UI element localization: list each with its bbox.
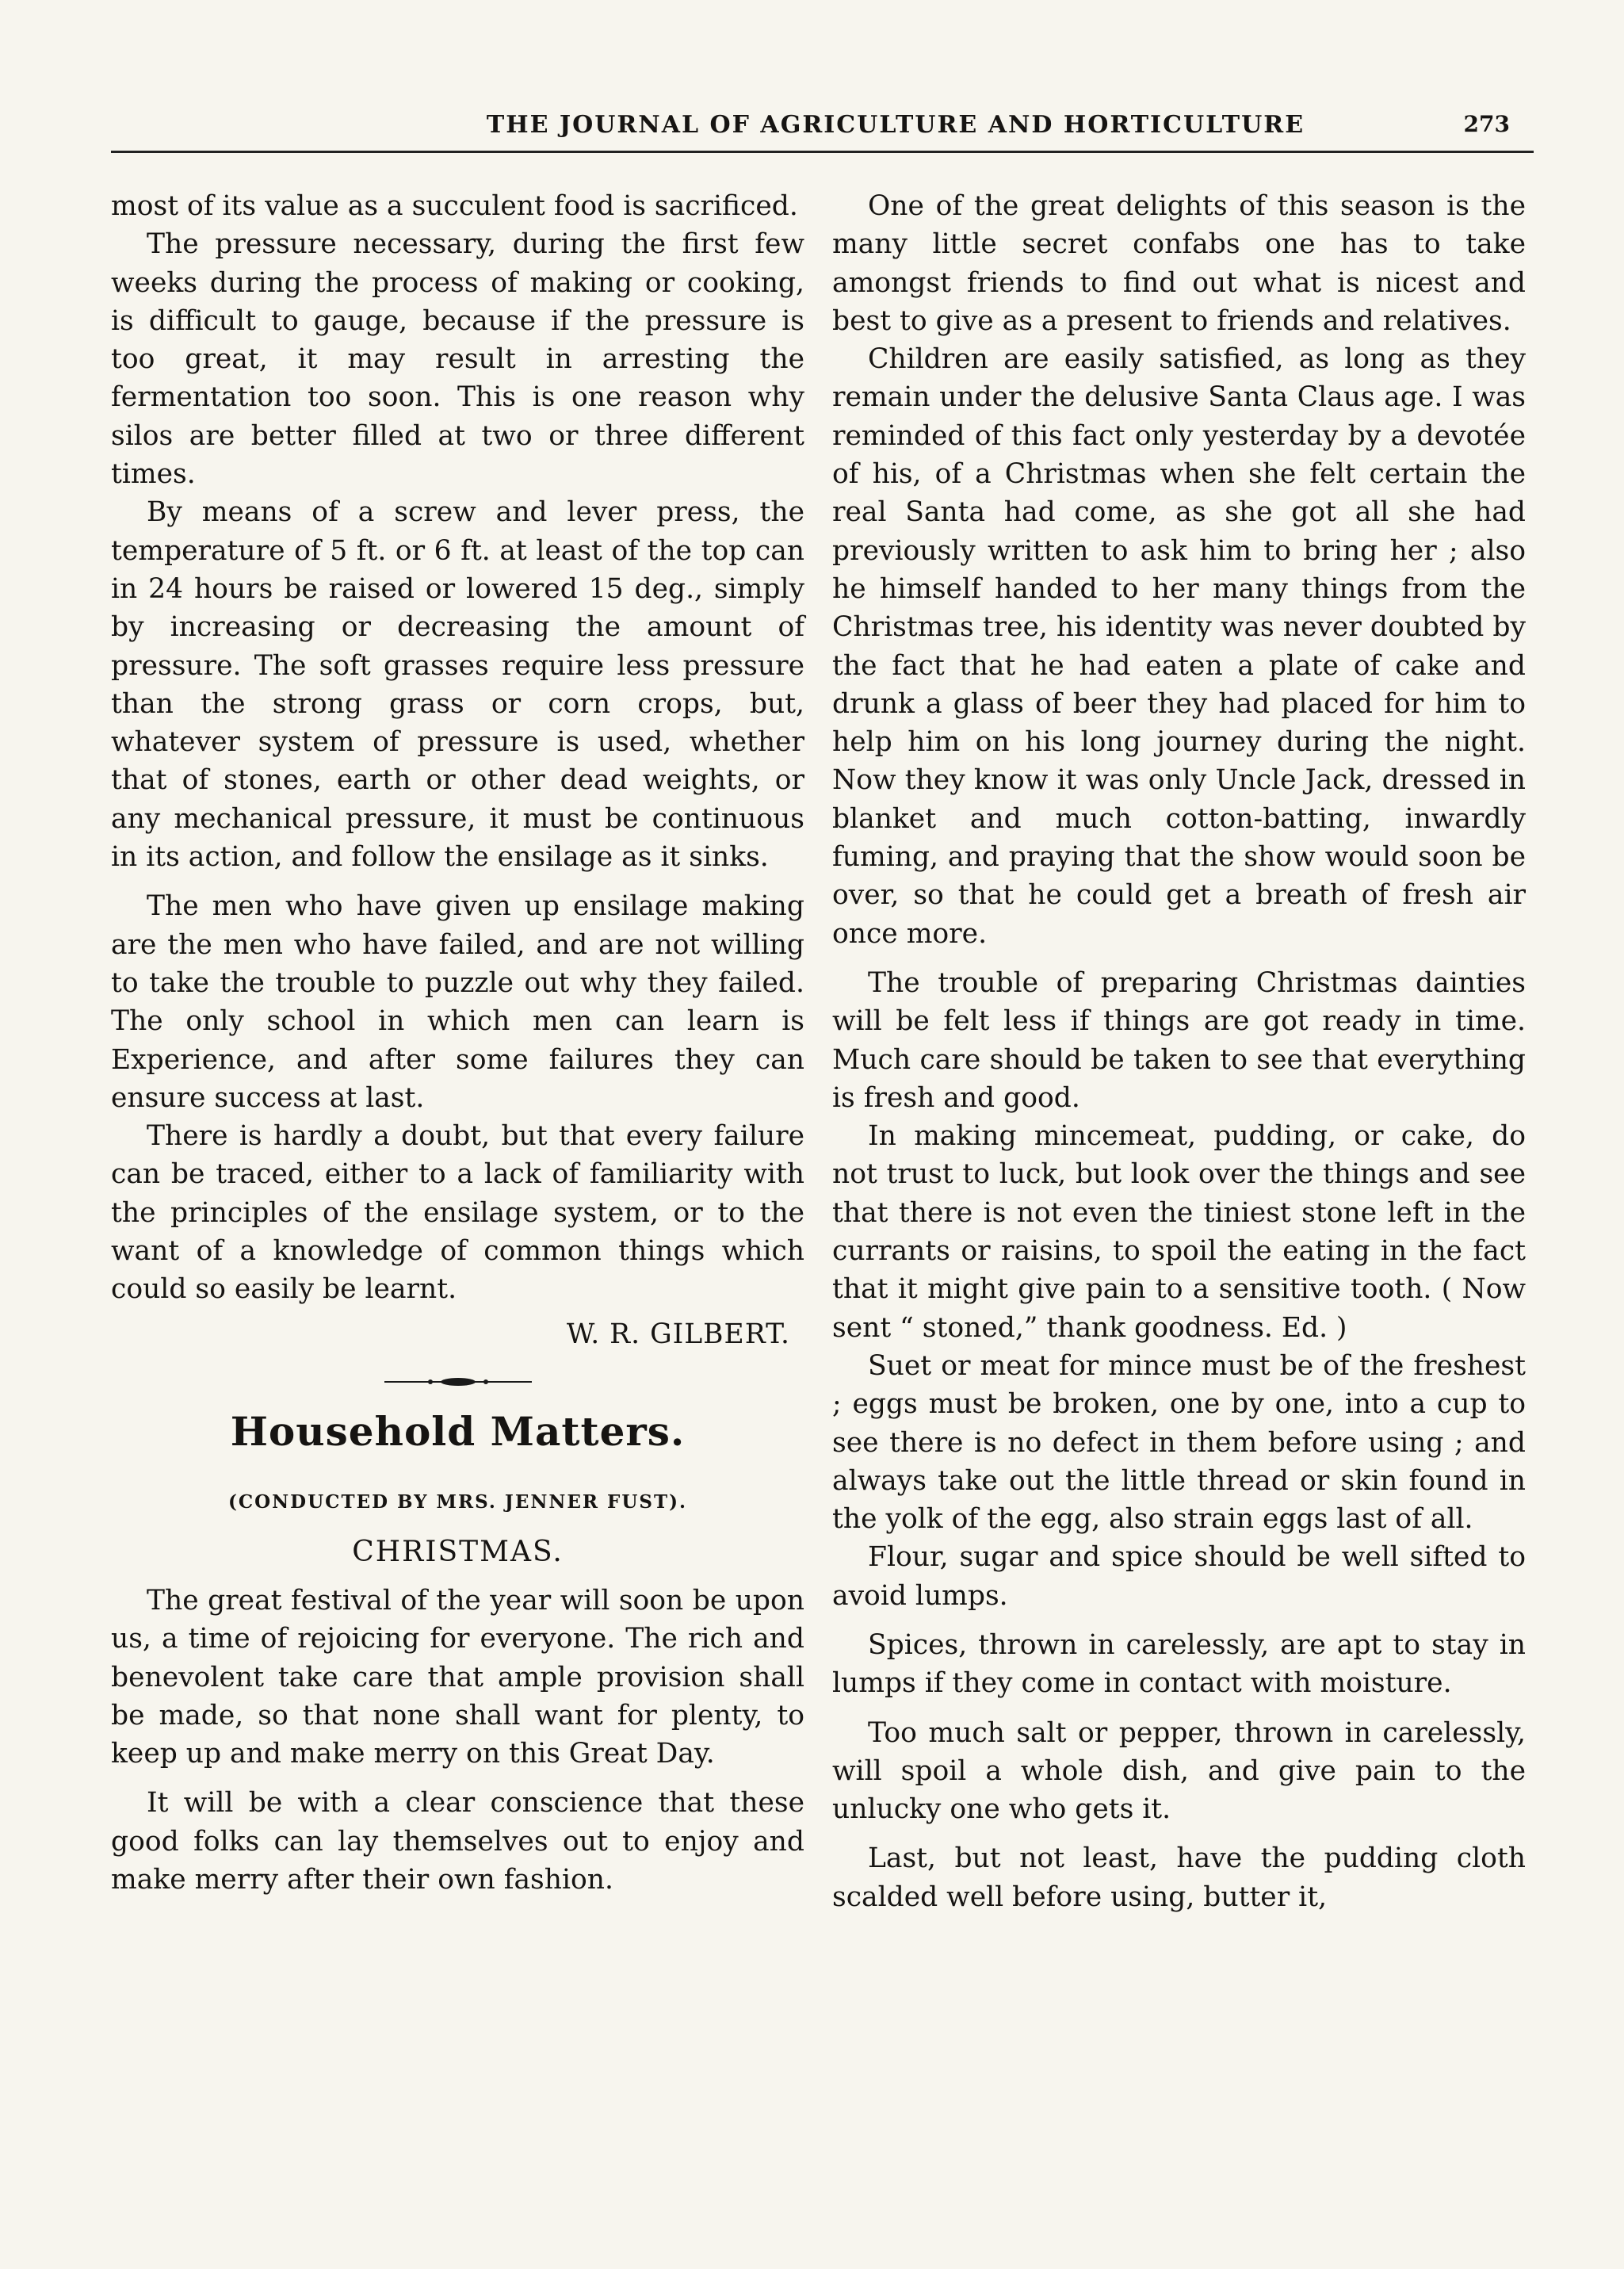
paragraph: Children are easily satisfied, as long as they remain under the delusive Santa Claus age. I was reminded of this fact only yesterday by a devotée of his, of a Christmas when she felt certain the real Santa had come, as she got all she had previously written to ask him to bring her ; also he himself handed to her many things from the Christmas tree, his identity was never doubted by the fact that he had eaten a plate of cake and drunk a glass of beer they had placed for him to help him on his long journey during the night. Now they know it was only Uncle Jack, dressed in blanket and much cotton-batting, inwardly fuming, and praying that the show would soon be over, so that he could get a breath of fresh air once more.: [832, 343, 1526, 950]
left-column: [111, 187, 804, 1899]
paragraph: In making mincemeat, pudding, or cake, do not trust to luck, but look over the things and see that there is not even the tiniest stone left in the currants or raisins, to spoil the eating in the fact that it might give pain to a sensitive tooth. ( Now sent “ stoned,” thank goodness. Ed. ): [832, 1120, 1526, 1344]
section-title: Household Matters.: [230, 1407, 686, 1455]
paragraph: The trouble of preparing Christmas dainties will be felt less if things are got ready in time. Much care should be taken to see that everything is fresh and good.: [832, 966, 1526, 1114]
journal-title: THE JOURNAL OF AGRICULTURE AND HORTICULTURE: [486, 111, 1305, 139]
running-head: [111, 109, 1538, 147]
paragraph: Too much salt or pepper, thrown in carelessly, will spoil a whole dish, and give pain to the unlucky one who gets it.: [832, 1716, 1526, 1826]
paragraph: There is hardly a doubt, but that every failure can be traced, either to a lack of familiarity with the principles of the ensilage system, or to the want of a knowledge of common things which could so easily be learnt.: [111, 1120, 804, 1306]
paragraph: Suet or meat for mince must be of the freshest ; eggs must be broken, one by one, into a cup to see there is no defect in them before using ; and always take out the little thread or skin found in the yolk of the egg, also strain eggs last of all.: [832, 1349, 1526, 1536]
paragraph: most of its value as a succulent food is sacrificed.: [111, 190, 798, 222]
paragraph: Last, but not least, have the pudding cloth scalded well before using, butter it,: [832, 1842, 1526, 1913]
paragraph: By means of a screw and lever press, the temperature of 5 ft. or 6 ft. at least of the top can in 24 hours be raised or lowered 15 deg., simply by increasing or decreasing the amount of pressure. The soft grasses require less pressure than the strong grass or corn crops, but, whatever system of pressure is used, whether that of stones, earth or other dead weights, or any mechanical pressure, it must be continuous in its action, and follow the ensilage as it sinks.: [111, 496, 804, 874]
paragraph: It will be with a clear conscience that these good folks can lay themselves out to enjoy and make merry after their own fashion.: [111, 1787, 804, 1896]
paragraph: The great festival of the year will soon be upon us, a time of rejoicing for everyone. The rich and benevolent take care that ample provision shall be made, so that none shall want for plenty, to keep up and make merry on this Great Day.: [111, 1584, 804, 1770]
author-signature: W. R. GILBERT.: [566, 1318, 790, 1350]
paragraph: One of the great delights of this season is the many little secret confabs one has to take amongst friends to find out what is nicest and best to give as a present to friends and relatives.: [832, 190, 1526, 337]
paragraph: Spices, thrown in carelessly, are apt to stay in lumps if they come in contact with moisture.: [832, 1628, 1526, 1700]
right-column: [832, 187, 1526, 1916]
ornamental-rule: [383, 1374, 533, 1390]
article-subheading: CHRISTMAS.: [352, 1535, 564, 1568]
paragraph: The pressure necessary, during the first few weeks during the process of making or cooking, is difficult to gauge, because if the pressure is too great, it may result in arresting the fermentation too soon. This is one reason why silos are better filled at two or three different times.: [111, 228, 804, 491]
page-number: 273: [1463, 111, 1510, 137]
paragraph: Flour, sugar and spice should be well sifted to avoid lumps.: [832, 1541, 1526, 1612]
paragraph: The men who have given up ensilage making are the men who have failed, and are not willing to take the trouble to puzzle out why they failed. The only school in which men can learn is Experience, and after some failures they can ensure success at last.: [111, 890, 804, 1114]
section-byline: (CONDUCTED BY MRS. JENNER FUST).: [227, 1490, 688, 1513]
header-rule: [111, 151, 1534, 153]
